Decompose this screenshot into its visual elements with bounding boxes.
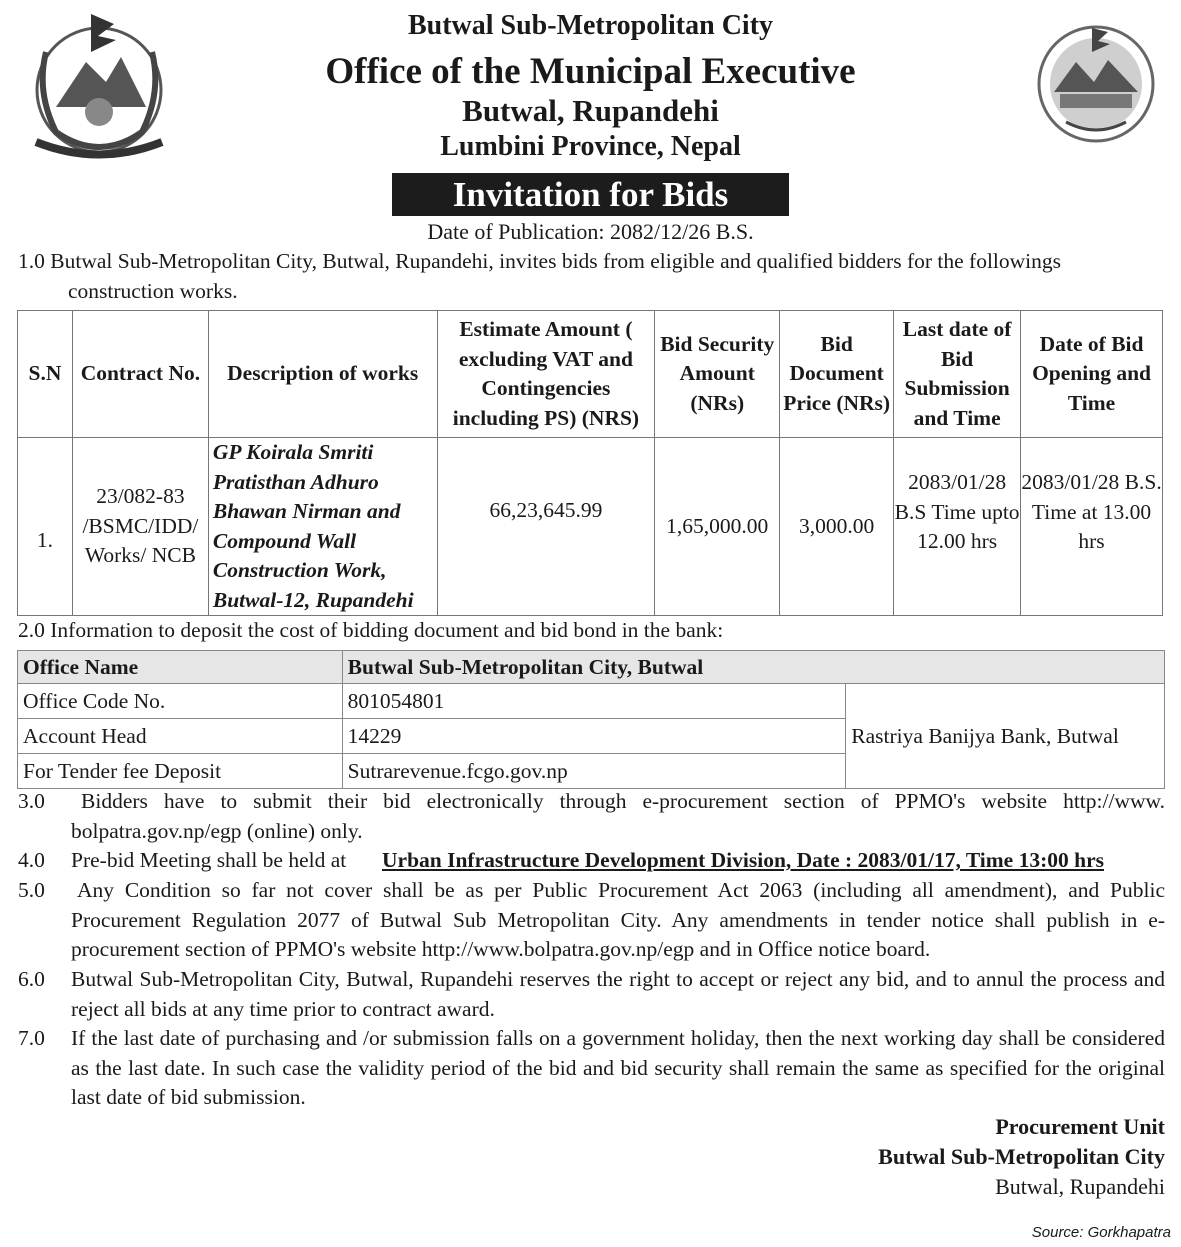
cell-bid-security: 1,65,000.00 bbox=[655, 438, 780, 616]
bank-name: Rastriya Banijya Bank, Butwal bbox=[846, 684, 1165, 789]
account-head-value: 14229 bbox=[342, 719, 846, 754]
signature-location: Butwal, Rupandehi bbox=[995, 1174, 1165, 1199]
province-heading: Lumbini Province, Nepal bbox=[440, 131, 741, 162]
office-name-label: Office Name bbox=[18, 651, 343, 684]
item-7 bbox=[18, 1024, 1165, 1113]
item-5-text: Any Condition so far not cover shall be as per Public Procurement Act 2063 (including all amendment), and Public Procurement Regulation 2077 of Butwal Sub Metropolitan City. Any amendments in tender notice shall publish in e-procurement section of PPMO's website http://www.bolpatra.gov.np/egp and in Office notice board. bbox=[71, 878, 1165, 961]
item-6 bbox=[18, 965, 1165, 1024]
city-name-heading: Butwal Sub-Metropolitan City bbox=[407, 10, 774, 41]
col-last-date: Last date of Bid Submission and Time bbox=[894, 311, 1021, 438]
cell-sn: 1. bbox=[18, 438, 73, 616]
item-3-number: 3.0 bbox=[18, 789, 45, 813]
item-3 bbox=[18, 787, 1165, 846]
invitation-banner: Invitation for Bids bbox=[392, 173, 789, 216]
section-2-text: 2.0 Information to deposit the cost of bidding document and bid bond in the bank: bbox=[18, 618, 724, 642]
col-bid-security: Bid Security Amount (NRs) bbox=[655, 311, 780, 438]
cell-opening: 2083/01/28 B.S. Time at 13.00 hrs bbox=[1021, 438, 1163, 616]
col-contract: Contract No. bbox=[72, 311, 208, 438]
signature-city: Butwal Sub-Metropolitan City bbox=[878, 1144, 1165, 1169]
item-5 bbox=[18, 876, 1165, 965]
item-6-text: Butwal Sub-Metropolitan City, Butwal, Rupandehi reserves the right to accept or reject any bid, and to annul the process and reject all bids at any time prior to contract award. bbox=[71, 967, 1165, 1021]
signature-unit: Procurement Unit bbox=[995, 1114, 1165, 1139]
cell-doc-price: 3,000.00 bbox=[780, 438, 894, 616]
works-table-header bbox=[18, 311, 1163, 438]
office-code-label: Office Code No. bbox=[18, 684, 343, 719]
item-6-number: 6.0 bbox=[18, 967, 45, 991]
item-7-text: If the last date of purchasing and /or submission falls on a government holiday, then the next working day shall be considered as the last date. In such case the validity period of the bid and bid security shall remain the same as specified for the original last date of bid submission. bbox=[71, 1026, 1165, 1109]
location-heading: Butwal, Rupandehi bbox=[462, 93, 719, 128]
item-4-number: 4.0 bbox=[18, 848, 45, 872]
section-1-line2: construction works. bbox=[68, 278, 238, 303]
tender-fee-value: Sutrarevenue.fcgo.gov.np bbox=[342, 754, 846, 789]
works-table bbox=[17, 310, 1163, 616]
pre-bid-meeting-details: Urban Infrastructure Development Division, Date : 2083/01/17, Time 13:00 hrs bbox=[382, 848, 1105, 872]
bank-table bbox=[17, 650, 1165, 789]
col-doc-price: Bid Document Price (NRs) bbox=[780, 311, 894, 438]
item-4 bbox=[18, 846, 1165, 876]
table-row bbox=[18, 438, 1163, 616]
account-head-label: Account Head bbox=[18, 719, 343, 754]
tender-fee-label: For Tender fee Deposit bbox=[18, 754, 343, 789]
office-code-value: 801054801 bbox=[342, 684, 846, 719]
cell-description: GP Koirala Smriti Pratisthan Adhuro Bhawan Nirman and Compound Wall Construction Work, Butwal-12, Rupandehi bbox=[208, 438, 437, 616]
table-row bbox=[18, 684, 1165, 719]
item-3-text: Bidders have to submit their bid electronically through e-procurement section of PPMO's website http://www. bolpatra.gov.np/egp (online) only. bbox=[71, 789, 1165, 843]
source-credit: Source: Gorkhapatra bbox=[1031, 1224, 1171, 1241]
cell-last-date: 2083/01/28 B.S Time upto 12.00 hrs bbox=[894, 438, 1021, 616]
office-heading: Office of the Municipal Executive bbox=[325, 51, 856, 92]
publication-date: Date of Publication: 2082/12/26 B.S. bbox=[427, 219, 754, 244]
cell-estimate: 66,23,645.99 bbox=[437, 438, 655, 616]
item-5-number: 5.0 bbox=[18, 878, 45, 902]
cell-contract: 23/082-83 /BSMC/IDD/ Works/ NCB bbox=[72, 438, 208, 616]
item-7-number: 7.0 bbox=[18, 1026, 45, 1050]
col-description: Description of works bbox=[208, 311, 437, 438]
office-name-value: Butwal Sub-Metropolitan City, Butwal bbox=[342, 651, 1164, 684]
col-estimate: Estimate Amount ( excluding VAT and Contingencies including PS) (NRS) bbox=[437, 311, 655, 438]
col-opening: Date of Bid Opening and Time bbox=[1021, 311, 1163, 438]
section-1-line1: 1.0 Butwal Sub-Metropolitan City, Butwal, Rupandehi, invites bids from eligible and qualified bidders for the followings bbox=[18, 249, 1062, 273]
section-1-intro bbox=[18, 247, 1165, 306]
item-4-text: Pre-bid Meeting shall be held at bbox=[71, 848, 347, 872]
col-sn: S.N bbox=[18, 311, 73, 438]
bank-table-header bbox=[18, 651, 1165, 684]
